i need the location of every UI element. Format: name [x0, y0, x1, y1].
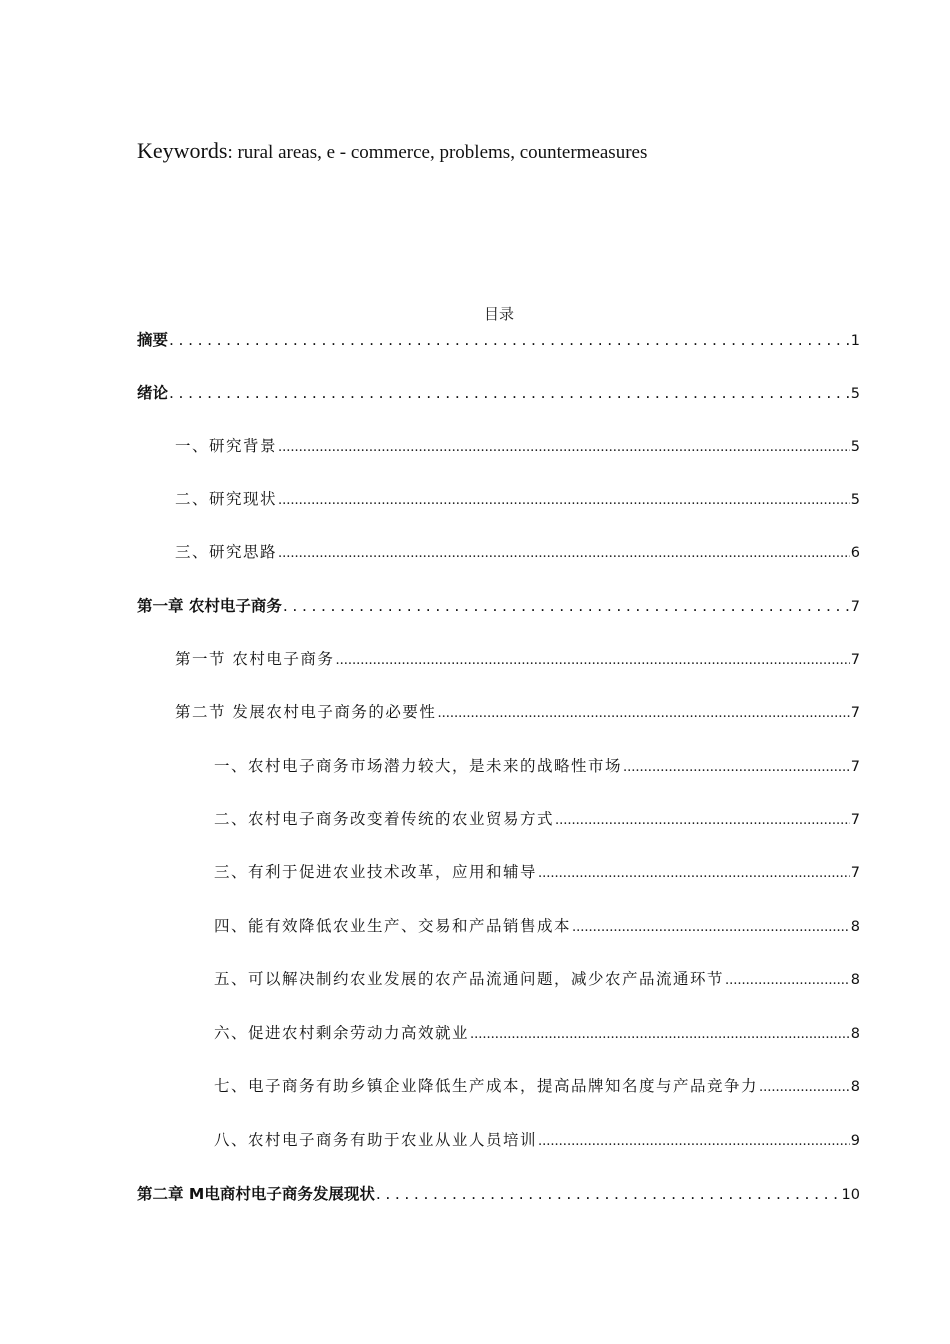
toc-entry-label: 五、可以解决制约农业发展的农产品流通问题，减少农产品流通环节	[214, 970, 725, 988]
toc-entry-label: 第一章 农村电子商务	[137, 597, 282, 615]
toc-entry-item-1[interactable]	[214, 754, 860, 776]
toc-entry-item-5[interactable]	[214, 967, 860, 989]
dot-leader	[376, 1185, 841, 1203]
toc-entry-label: 一、研究背景	[175, 437, 278, 455]
toc-entry-label: 七、电子商务有助乡镇企业降低生产成本，提高品牌知名度与产品竞争力	[214, 1077, 759, 1095]
toc-page-number: 8	[850, 1079, 860, 1095]
toc-page-number: 8	[850, 972, 860, 988]
toc-entry-abstract[interactable]	[137, 328, 860, 350]
toc-page-number: 7	[850, 705, 860, 721]
keywords-text: : rural areas, e - commerce, problems, countermeasures	[227, 142, 648, 163]
toc-page-number: 1	[850, 333, 860, 349]
toc-entry-label: 六、促进农村剩余劳动力高效就业	[214, 1024, 470, 1042]
toc-entry-label: 三、有利于促进农业技术改革，应用和辅导	[214, 863, 538, 881]
dot-leader	[572, 920, 850, 935]
toc-page-number: 7	[850, 865, 860, 881]
toc-entry-item-8[interactable]	[214, 1128, 860, 1150]
dot-leader	[470, 1027, 850, 1042]
dot-leader	[437, 706, 849, 721]
dot-leader	[278, 546, 850, 561]
dot-leader	[538, 1134, 850, 1149]
toc-page-number: 5	[850, 439, 860, 455]
toc-page-number: 9	[850, 1133, 860, 1149]
dot-leader	[169, 384, 850, 402]
dot-leader	[169, 331, 850, 349]
toc-page-number: 10	[841, 1187, 860, 1203]
toc-entry-research-status[interactable]	[175, 487, 860, 509]
toc-entry-label: 四、能有效降低农业生产、交易和产品销售成本	[214, 917, 572, 935]
toc-entry-item-2[interactable]	[214, 807, 860, 829]
toc-entry-label: 二、农村电子商务改变着传统的农业贸易方式	[214, 810, 555, 828]
toc-page-number: 6	[850, 545, 860, 561]
toc-entry-label: 第一节 农村电子商务	[175, 650, 335, 668]
dot-leader	[623, 760, 850, 775]
toc-entry-label: 八、农村电子商务有助于农业从业人员培训	[214, 1131, 538, 1149]
toc-page-number: 7	[850, 599, 860, 615]
dot-leader	[278, 440, 850, 455]
toc-entry-label: 第二章 M电商村电子商务发展现状	[137, 1185, 375, 1203]
toc-entry-label: 三、研究思路	[175, 543, 278, 561]
dot-leader	[278, 493, 850, 508]
toc-entry-research-background[interactable]	[175, 434, 860, 456]
toc-entry-label: 一、农村电子商务市场潜力较大，是未来的战略性市场	[214, 757, 623, 775]
toc-entry-item-4[interactable]	[214, 914, 860, 936]
toc-entry-label: 绪论	[137, 384, 169, 402]
dot-leader	[538, 866, 850, 881]
toc-entry-section-1-2[interactable]	[175, 700, 860, 722]
toc-page-number: 7	[850, 652, 860, 668]
dot-leader	[283, 597, 850, 615]
toc-page-number: 5	[850, 492, 860, 508]
toc-page-number: 7	[850, 759, 860, 775]
toc-entry-label: 二、研究现状	[175, 490, 278, 508]
toc-entry-item-6[interactable]	[214, 1021, 860, 1043]
toc-entry-item-7[interactable]	[214, 1074, 860, 1096]
toc-page-number: 8	[850, 919, 860, 935]
toc-entry-section-1-1[interactable]	[175, 647, 860, 669]
keywords-line	[137, 138, 647, 164]
toc-entry-label: 第二节 发展农村电子商务的必要性	[175, 703, 437, 721]
keywords-label: Keywords	[137, 138, 228, 163]
toc-title: 目录	[483, 305, 514, 323]
toc-entry-research-approach[interactable]	[175, 540, 860, 562]
toc-page-number: 8	[850, 1026, 860, 1042]
toc-entry-introduction[interactable]	[137, 381, 860, 403]
dot-leader	[725, 973, 850, 988]
dot-leader	[555, 813, 850, 828]
toc-entry-label: 摘要	[137, 331, 169, 349]
dot-leader	[335, 653, 849, 668]
toc-entry-chapter-1[interactable]	[137, 594, 860, 616]
toc-entry-item-3[interactable]	[214, 860, 860, 882]
toc-page-number: 5	[850, 386, 860, 402]
toc-entry-chapter-2[interactable]	[137, 1182, 860, 1204]
dot-leader	[759, 1080, 850, 1095]
toc-page-number: 7	[850, 812, 860, 828]
